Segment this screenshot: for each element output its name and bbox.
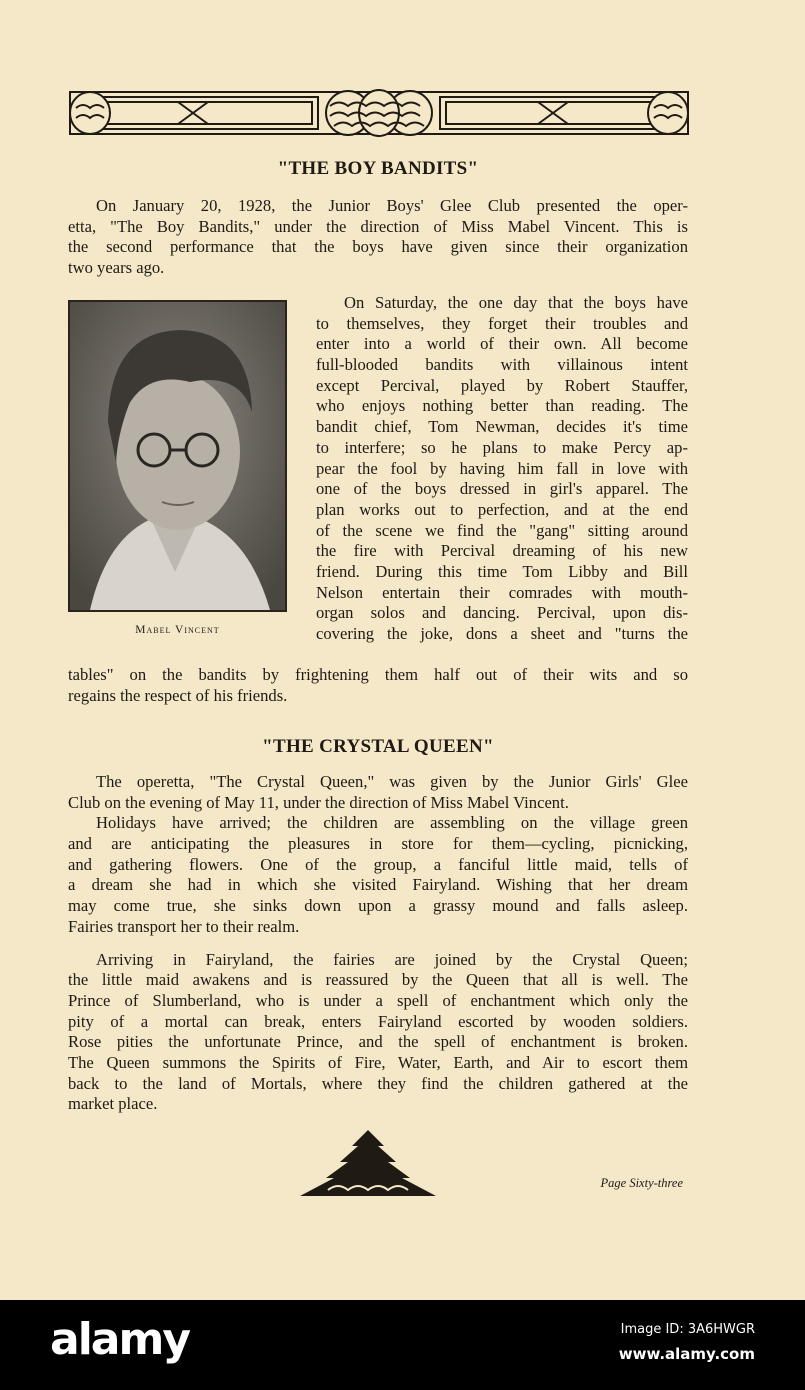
- text-line: Club on the evening of May 11, under the direction of Miss Mabel Vincent.: [68, 792, 569, 812]
- text-line: Holidays have arrived; the children are assembling on the village green: [96, 813, 688, 833]
- watermark-footer: [0, 1300, 805, 1390]
- text-line: pity of a mortal can break, enters Fairyland escorted by wooden soldiers.: [68, 1011, 688, 1031]
- text-line: On Saturday, the one day that the boys have: [344, 293, 688, 312]
- text-line: organ solos and dancing. Percival, upon dis-: [316, 603, 688, 623]
- boy-bandits-intro: [68, 196, 688, 279]
- boy-bandits-closing: [68, 665, 688, 706]
- text-line: Rose pities the unfortunate Prince, and the spell of enchantment is broken.: [68, 1032, 688, 1052]
- text-line: Arriving in Fairyland, the fairies are joined by the Crystal Queen;: [96, 949, 688, 969]
- image-id: Image ID: 3A6HWGR: [620, 1322, 755, 1337]
- text-line: covering the joke, dons a sheet and "turns the: [316, 624, 688, 643]
- crystal-queen-text: [68, 772, 688, 1115]
- section-title-boy-bandits: "THE BOY BANDITS": [277, 158, 479, 179]
- text-line: market place.: [68, 1094, 158, 1114]
- text-line: one of the boys dressed in girl's apparel. The: [316, 479, 688, 499]
- text-line: back to the land of Mortals, where they find the children gathered at the: [68, 1073, 688, 1093]
- text-line: of the scene we find the "gang" sitting around: [316, 520, 688, 540]
- text-line: and gathering flowers. One of the group, a fanciful little maid, tells of: [68, 854, 688, 874]
- section-title-crystal-queen: "THE CRYSTAL QUEEN": [262, 736, 494, 757]
- text-line: who enjoys nothing better than reading. The: [316, 396, 688, 416]
- text-line: regains the respect of his friends.: [68, 685, 288, 705]
- photo-caption: Mabel Vincent: [135, 624, 220, 636]
- text-line: to interfere; so he plans to make Percy ap-: [316, 437, 688, 457]
- text-line: the second performance that the boys have given since their organization: [68, 237, 688, 257]
- text-line: On January 20, 1928, the Junior Boys' Glee Club presented the oper-: [96, 196, 688, 215]
- boy-bandits-column-text: [316, 293, 688, 645]
- text-line: the fire with Percival dreaming of his new: [316, 541, 688, 561]
- text-line: tables" on the bandits by frightening them half out of their wits and so: [68, 665, 688, 684]
- portrait-photo-mabel-vincent: [68, 300, 287, 612]
- text-line: except Percival, played by Robert Stauffer,: [316, 375, 688, 395]
- text-line: bandit chief, Tom Newman, decides it's time: [316, 417, 688, 437]
- text-line: and are anticipating the pleasures in store for them—cycling, picnicking,: [68, 834, 688, 854]
- text-line: The Queen summons the Spirits of Fire, Water, Earth, and Air to escort them: [68, 1052, 688, 1072]
- text-line: plan works out to perfection, and at the end: [316, 499, 688, 519]
- text-line: enter into a world of their own. All become: [316, 334, 688, 354]
- alamy-url: www.alamy.com: [618, 1345, 755, 1363]
- alamy-logo: alamy: [50, 1314, 189, 1365]
- text-line: friend. During this time Tom Libby and Bill: [316, 561, 688, 581]
- text-line: Nelson entertain their comrades with mouth-: [316, 582, 688, 602]
- text-line: may come true, she sinks down upon a grassy mound and falls asleep.: [68, 896, 688, 916]
- page-number: Page Sixty-three: [600, 1176, 683, 1190]
- text-line: the little maid awakens and is reassured by the Queen that all is well. The: [68, 970, 688, 990]
- text-line: a dream she had in which she visited Fairyland. Wishing that her dream: [68, 875, 688, 895]
- text-line: two years ago.: [68, 258, 165, 278]
- text-line: The operetta, "The Crystal Queen," was given by the Junior Girls' Glee: [96, 772, 688, 791]
- text-line: full-blooded bandits with villainous intent: [316, 355, 688, 375]
- text-line: Prince of Slumberland, who is under a spell of enchantment which only the: [68, 990, 688, 1010]
- text-line: etta, "The Boy Bandits," under the direction of Miss Mabel Vincent. This is: [68, 216, 688, 236]
- pine-tree-ornament: [298, 1128, 438, 1198]
- text-line: pear the fool by having him fall in love with: [316, 458, 688, 478]
- text-line: Fairies transport her to their realm.: [68, 916, 300, 936]
- text-line: to themselves, they forget their troubles and: [316, 313, 688, 333]
- ornamental-header-border: [68, 88, 690, 138]
